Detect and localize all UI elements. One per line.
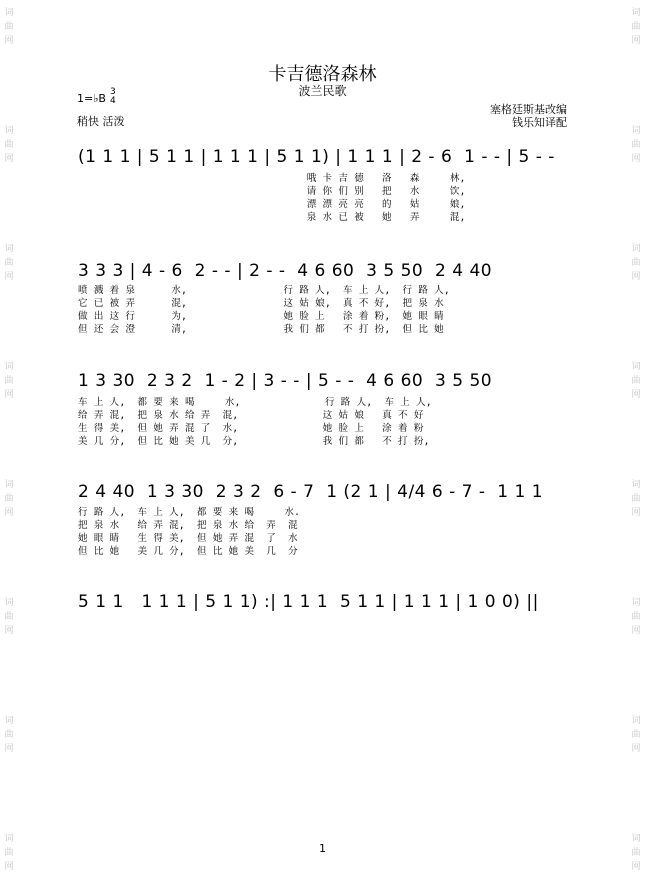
- watermark-glyph: 网: [631, 508, 641, 518]
- arranger-credit: 塞格廷斯基改编: [490, 103, 567, 116]
- lyric-line: 做 出 这 行 为, 她 脸 上 涂 着 粉, 她 眼 睛: [78, 311, 444, 322]
- watermark-glyph: 词: [4, 126, 14, 136]
- watermark-column-right: [629, 0, 643, 891]
- watermark-glyph: 网: [631, 272, 641, 282]
- lyric-line: 美 几 分, 但 比 她 美 几 分, 我 们 都 不 打 扮,: [78, 436, 430, 447]
- lyric-line: 车 上 人, 都 要 来 喝 水, 行 路 人, 车 上 人,: [78, 397, 432, 408]
- notation-line: 3 3 3 | 4 - 6 2 - - | 2 - - 4 6 60 3 5 50 2 4 40: [78, 261, 493, 281]
- watermark-glyph: 词: [631, 244, 641, 254]
- time-signature-top: 3: [110, 87, 116, 97]
- watermark-glyph: 词: [631, 716, 641, 726]
- watermark-glyph: 曲: [4, 612, 14, 622]
- watermark-glyph: 词: [631, 598, 641, 608]
- watermark-glyph: 网: [4, 272, 14, 282]
- watermark-glyph: 网: [4, 154, 14, 164]
- watermark-glyph: 网: [631, 154, 641, 164]
- watermark-glyph: 曲: [631, 730, 641, 740]
- watermark-glyph: 词: [4, 834, 14, 844]
- watermark-glyph: 词: [631, 480, 641, 490]
- lyric-line: 泉 水 已 被 她 弄 混,: [78, 212, 466, 223]
- watermark-glyph: 曲: [631, 140, 641, 150]
- lyric-line: 生 得 美, 但 她 弄 混 了 水, 她 脸 上 涂 着 粉: [78, 423, 424, 434]
- watermark-glyph: 网: [4, 862, 14, 872]
- translator-credit: 钱乐知译配: [512, 116, 567, 129]
- watermark-column-left: [2, 0, 16, 891]
- watermark-glyph: 网: [4, 508, 14, 518]
- lyric-line: 但 比 她 美 几 分, 但 比 她 美 几 分: [78, 546, 298, 557]
- watermark-glyph: 曲: [631, 494, 641, 504]
- lyric-line: 请 你 们 别 把 水 饮,: [78, 186, 466, 197]
- watermark-glyph: 曲: [4, 376, 14, 386]
- watermark-glyph: 网: [4, 36, 14, 46]
- time-signature: [110, 88, 116, 106]
- watermark-glyph: 曲: [4, 730, 14, 740]
- lyric-line: 给 弄 混, 把 泉 水 给 弄 混, 这 姑 娘 真 不 好: [78, 410, 424, 421]
- lyric-line: 但 还 会 澄 清, 我 们 都 不 打 扮, 但 比 她: [78, 324, 444, 335]
- watermark-glyph: 词: [4, 244, 14, 254]
- watermark-glyph: 词: [631, 362, 641, 372]
- watermark-glyph: 曲: [631, 22, 641, 32]
- watermark-glyph: 网: [631, 626, 641, 636]
- watermark-glyph: 词: [4, 480, 14, 490]
- watermark-glyph: 曲: [4, 494, 14, 504]
- watermark-glyph: 网: [631, 390, 641, 400]
- watermark-glyph: 词: [4, 716, 14, 726]
- watermark-glyph: 词: [631, 8, 641, 18]
- watermark-glyph: 曲: [4, 140, 14, 150]
- lyric-line: 行 路 人, 车 上 人, 都 要 来 喝 水.: [78, 507, 301, 518]
- watermark-glyph: 曲: [4, 22, 14, 32]
- watermark-glyph: 曲: [631, 848, 641, 858]
- watermark-glyph: 曲: [631, 258, 641, 268]
- watermark-glyph: 曲: [4, 848, 14, 858]
- notation-line: 1 3 30 2 3 2 1 - 2 | 3 - - | 5 - - 4 6 60 3 5 50: [78, 371, 493, 391]
- lyric-line: 把 泉 水 给 弄 混, 把 泉 水 给 弄 混: [78, 520, 298, 531]
- song-title: 卡吉德洛森林: [268, 64, 377, 85]
- notation-line: 2 4 40 1 3 30 2 3 2 6 - 7 1 (2 1 | 4/4 6 - 7 - 1 1 1: [78, 482, 544, 502]
- watermark-glyph: 网: [631, 744, 641, 754]
- watermark-glyph: 词: [4, 598, 14, 608]
- watermark-glyph: 曲: [631, 376, 641, 386]
- song-subtitle: 波兰民歌: [298, 84, 347, 98]
- watermark-glyph: 词: [631, 126, 641, 136]
- watermark-glyph: 词: [631, 834, 641, 844]
- watermark-glyph: 曲: [4, 258, 14, 268]
- key-signature: 1=♭B: [77, 92, 106, 105]
- lyric-line: 哦 卡 吉 德 洛 森 林,: [78, 173, 466, 184]
- time-signature-bottom: 4: [110, 96, 116, 106]
- watermark-glyph: 网: [631, 36, 641, 46]
- lyric-line: 漂 漂 亮 亮 的 姑 娘,: [78, 199, 466, 210]
- watermark-glyph: 网: [4, 390, 14, 400]
- watermark-glyph: 网: [4, 626, 14, 636]
- watermark-glyph: 网: [4, 744, 14, 754]
- watermark-glyph: 词: [4, 8, 14, 18]
- lyric-line: 喷 溅 着 泉 水, 行 路 人, 车 上 人, 行 路 人,: [78, 285, 450, 296]
- lyric-line: 她 眼 睛 生 得 美, 但 她 弄 混 了 水: [78, 533, 298, 544]
- watermark-glyph: 词: [4, 362, 14, 372]
- watermark-glyph: 曲: [631, 612, 641, 622]
- tempo-marking: 稍快 活泼: [77, 115, 125, 128]
- notation-line: 5 1 1 1 1 1 | 5 1 1) :| 1 1 1 5 1 1 | 1 1 1 | 1 0 0) ||: [78, 592, 539, 612]
- lyric-line: 它 已 被 弄 混, 这 姑 娘, 真 不 好, 把 泉 水: [78, 298, 444, 309]
- page-number: 1: [319, 842, 326, 855]
- watermark-glyph: 网: [631, 862, 641, 872]
- notation-line: (1 1 1 | 5 1 1 | 1 1 1 | 5 1 1) | 1 1 1 | 2 - 6 1 - - | 5 - -: [78, 147, 555, 167]
